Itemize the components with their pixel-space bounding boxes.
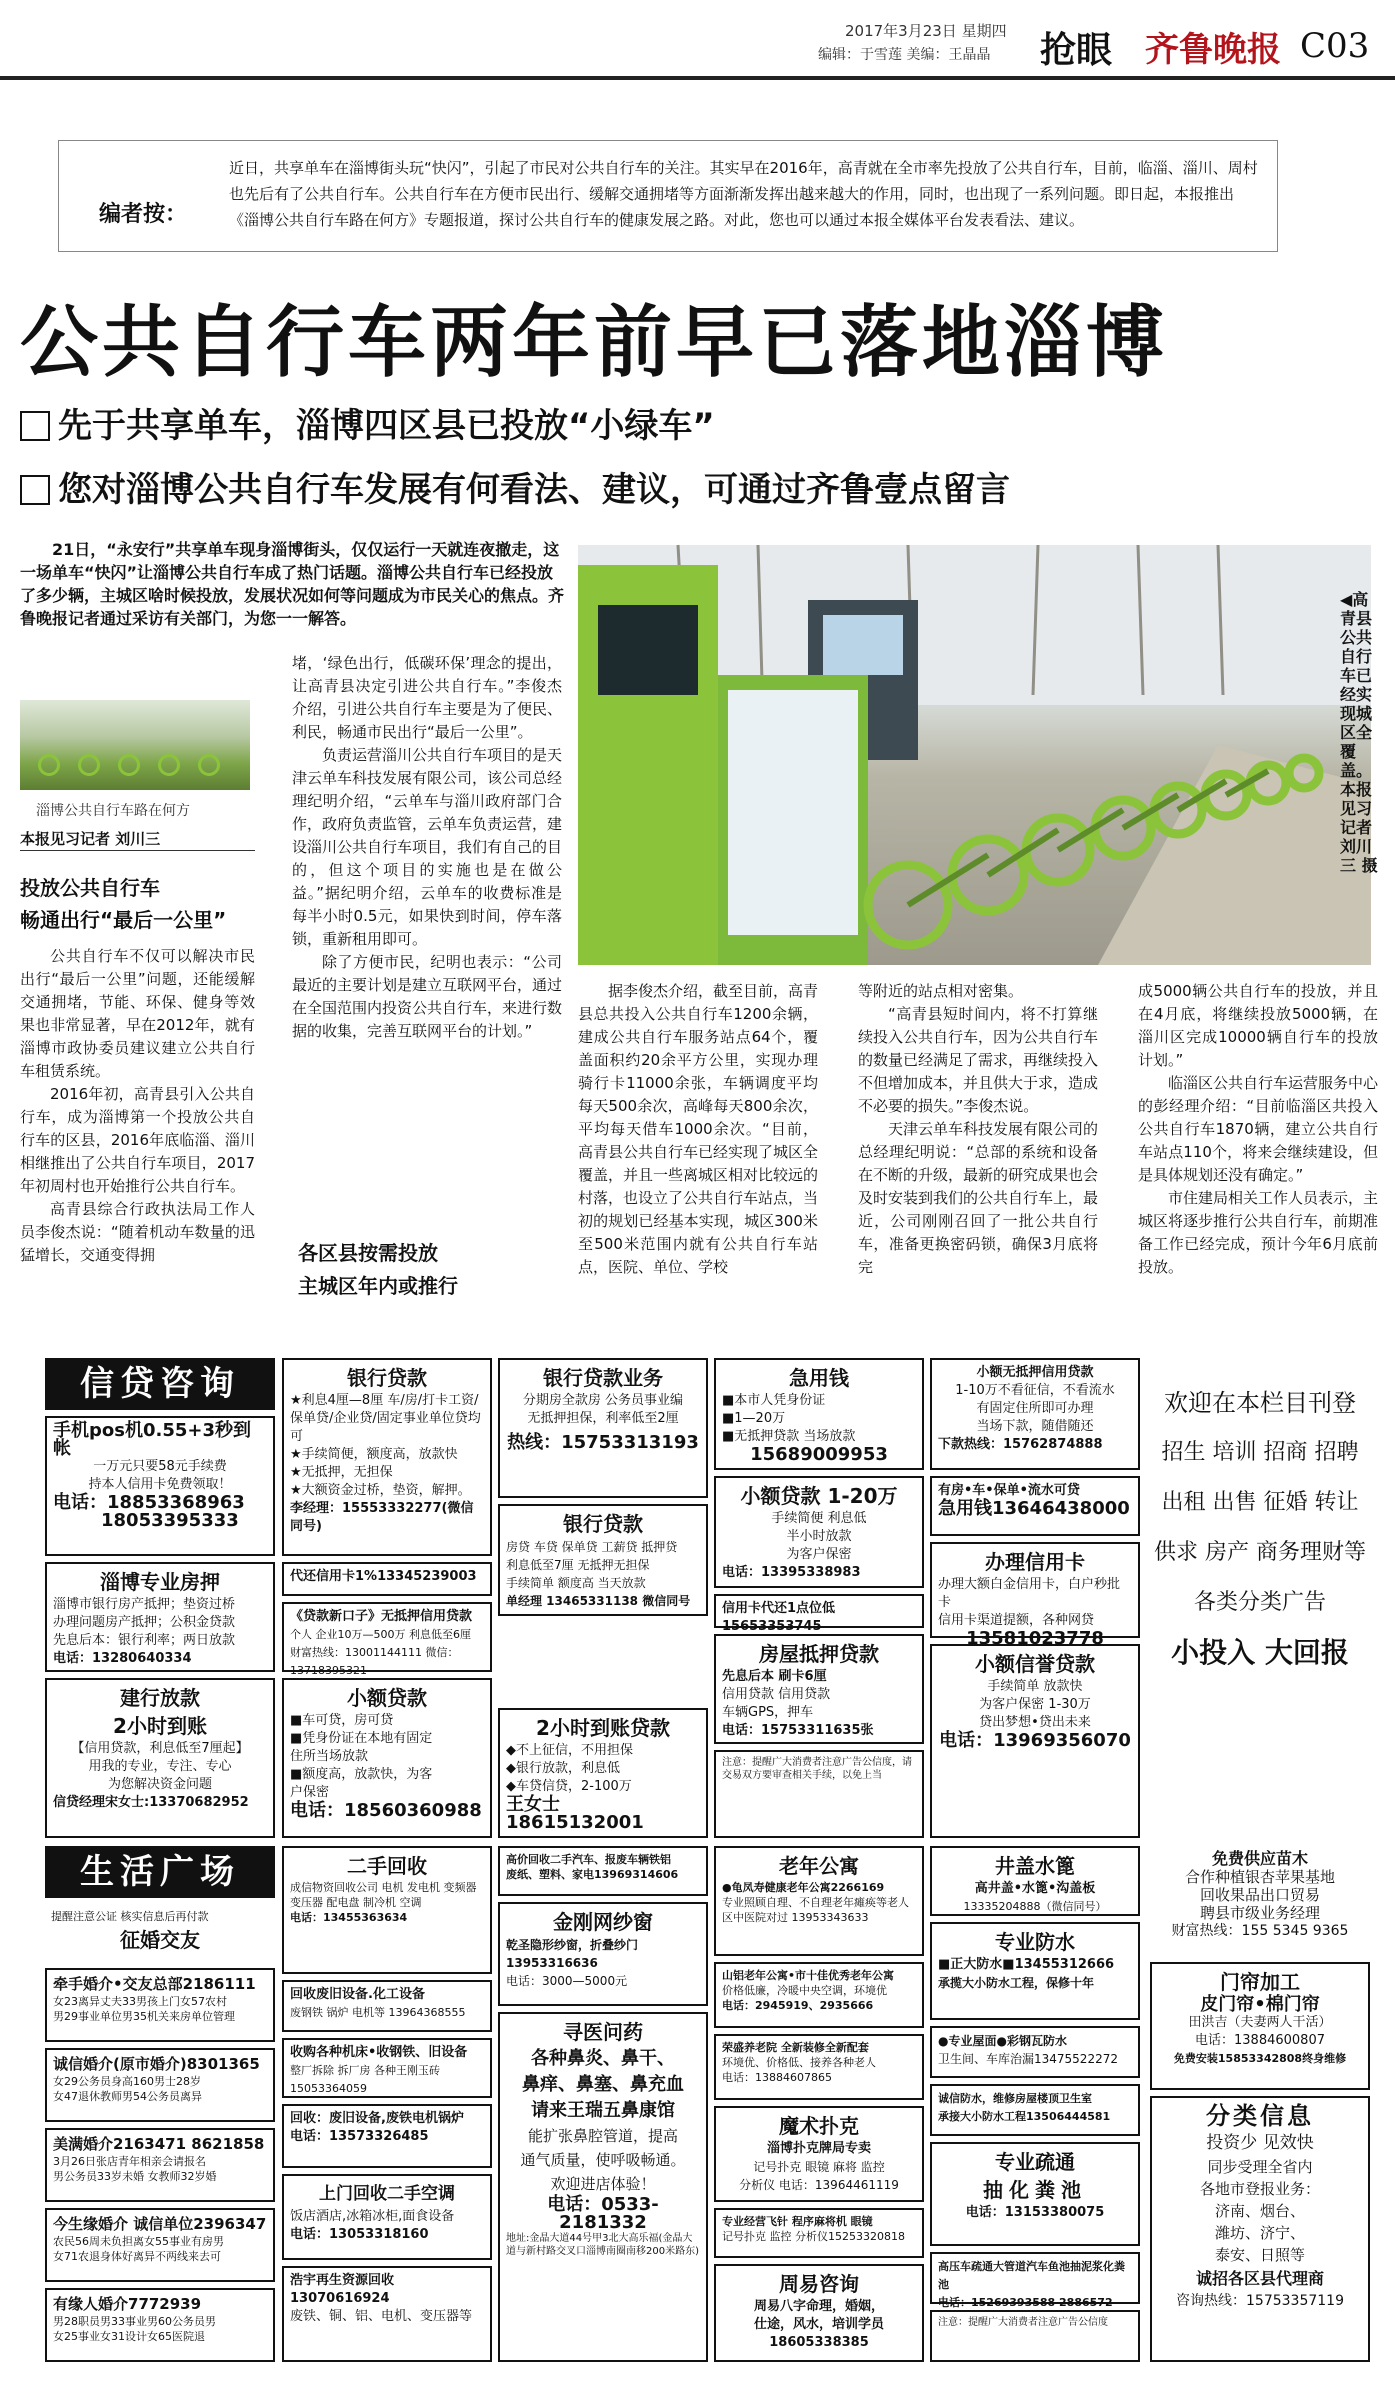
ad-text: ◆不上征信，不用担保 <box>506 1743 633 1758</box>
ad-phone: 电话：13884607865 <box>722 2071 832 2084</box>
ad-text: 为您解决资金问题 <box>107 1777 212 1792</box>
ad-text: 回收：废旧设备,废铁电机锅炉 <box>290 2111 464 2126</box>
checkbox-icon <box>20 411 50 441</box>
ad-title: 小额信誉贷款 <box>975 1652 1095 1676</box>
ad-text: 一万元只要58元手续费 <box>93 1459 227 1474</box>
ad-text: 皮门帘•棉门帘 <box>1200 1994 1320 2015</box>
masthead <box>0 0 1395 78</box>
ad-text: 办理问题房产抵押；公积金贷款 <box>53 1615 236 1630</box>
paragraph: 高青县综合行政执法局工作人员李俊杰说：“随着机动车数量的迅猛增长，交通变得拥 <box>20 1200 255 1264</box>
ad-phone: 电话：13884600807 <box>1195 2033 1325 2048</box>
ad-text: 手续简单 放款快 <box>987 1679 1083 1694</box>
ad-card-repay <box>282 1562 492 1596</box>
ad-text: 提醒注意公证 核实信息后再付款 <box>51 1910 209 1923</box>
bike-wheel-icon <box>38 754 60 776</box>
bike-wheel-icon <box>118 754 140 776</box>
ad-text: 手机pos机0.55+3秒到帐 <box>53 1420 251 1459</box>
ad-text: 小投入 大回报 <box>1171 1636 1349 1669</box>
ad-small-credit <box>930 1358 1140 1470</box>
ad-phone: 13581023778 <box>966 1628 1104 1649</box>
ad-construction-bank <box>45 1678 275 1838</box>
ad-text: 诚信防水，维修房屋楼顶卫生室 <box>938 2092 1092 2105</box>
ad-text: 同步受理全省内 <box>1207 2158 1313 2176</box>
ad-text: 先息后本 刷卡6厘 <box>722 1669 827 1684</box>
paragraph: 等附近的站点相对密集。 <box>858 982 1024 1000</box>
section-a-line2: 畅通出行“最后一公里” <box>20 908 227 932</box>
ad-text: 女47退休教师男54公务员离异 <box>53 2090 202 2103</box>
ad-text: 为客户保密 <box>786 1547 852 1562</box>
ad-text: ●专业屋面●彩钢瓦防水 <box>938 2034 1067 2048</box>
byline: 本报见习记者 刘川三 <box>20 830 161 848</box>
article-column-5 <box>1138 980 1378 1279</box>
ad-waterproof-3 <box>930 2084 1140 2136</box>
ad-text: ★无抵押，无担保 <box>290 1465 393 1480</box>
ad-title: 银行贷款 <box>563 1512 643 1536</box>
ad-text: 个人 企业10万—500万 利息低至6厘 <box>290 1628 471 1641</box>
ad-mortgage <box>45 1562 275 1672</box>
section-b-line2: 主城区年内或推行 <box>298 1274 458 1298</box>
ad-curtain <box>1150 1962 1370 2090</box>
ad-title: 上门回收二手空调 <box>319 2184 455 2204</box>
ad-text: 半小时放款 <box>786 1529 852 1544</box>
ad-title: 二手回收 <box>347 1854 427 1878</box>
ad-title: 办理信用卡 <box>985 1550 1085 1574</box>
ad-phone: 13335204888（微信同号） <box>963 1900 1107 1913</box>
ad-title: 抽化粪池 <box>983 2178 1087 2202</box>
ad-text: ★利息4厘—8厘 车/房/打卡工资/ <box>290 1393 479 1408</box>
ad-new-loan <box>282 1602 492 1677</box>
ad-text: 男28职员男33事业男60公务员男 <box>53 2315 216 2328</box>
ad-text: 承接大小防水工程13506444581 <box>938 2110 1111 2123</box>
ad-text: 有固定住所即可办理 <box>976 1401 1094 1416</box>
bike-wheel-icon <box>78 754 100 776</box>
ad-text: 淄博市银行房产抵押；垫资过桥 <box>53 1597 236 1612</box>
ad-text: 有房•车•保单•流水可贷 <box>938 1483 1080 1498</box>
ad-text: 记号扑克 监控 分析仪15253320818 <box>722 2230 905 2243</box>
ad-text: 记号扑克 眼镜 麻将 监控 <box>753 2160 885 2174</box>
ad-text: 免费安装15853342808终身维修 <box>1173 2052 1347 2065</box>
ad-text: 各地市登报业务： <box>1199 2180 1320 2198</box>
ad-text: 供求 房产 商务理财等 <box>1154 1540 1366 1565</box>
ad-phone: 急用钱13646438000 <box>938 1498 1130 1519</box>
ad-welcome <box>1150 1358 1370 1838</box>
ad-text: 手续简单 额度高 当天放款 <box>506 1576 646 1590</box>
ad-title: 小额贷款 1-20万 <box>740 1484 898 1508</box>
ad-title: 急用钱 <box>789 1366 849 1390</box>
ad-text: 价格低廉，冷暖中央空调，环境优 <box>722 1984 887 1997</box>
ad-sewage <box>930 2252 1140 2309</box>
ad-title: 分类信息 <box>1206 2102 1314 2130</box>
ad-title: 老年公寓 <box>779 1854 859 1878</box>
main-photo-caption: ◀高青县公共自行车已经实现城区全覆盖。本报见习记者 刘川三 摄 <box>1340 590 1378 875</box>
ad-text: 回收果品出口贸易 <box>1199 1886 1320 1904</box>
ad-credit-card <box>930 1542 1140 1649</box>
ad-senior-home-2 <box>714 1962 924 2028</box>
ad-text: 先息后本：银行利率；两日放款 <box>53 1633 236 1648</box>
ad-phone: 电话：13969356070 <box>939 1730 1131 1751</box>
paragraph: 负责运营淄川公共自行车项目的是天津云单车科技发展有限公司，该公司总经理纪明介绍，“云单车与淄川政府部门合作，政府负责监管，云单车负责运营，建设淄川公共自行车项目，我们有自己的目的，但这个项目的实施也是在做公益。”据纪明介绍，云单车的收费标准是每半小时0.5元，如果快到时间，停车落锁，重新租用即可。 <box>292 746 563 948</box>
ad-text: 专业经营飞针 程序麻将机 眼镜 <box>722 2215 873 2228</box>
ad-warning-1 <box>714 1750 924 1838</box>
category-credit: 信贷咨询 <box>45 1358 275 1410</box>
ad-text: 诚招各区县代理商 <box>1195 2269 1324 2288</box>
issue-date: 2017年3月23日 星期四 <box>845 22 1007 40</box>
bike-wheel-icon <box>158 754 180 776</box>
ad-text: 代还信用卡1%13345239003 <box>290 1569 477 1584</box>
paragraph: 堵，‘绿色出行，低碳环保’理念的提出，让高青县决定引进公共自行车。”李俊杰介绍，引进公共自行车主要是为了便民、利民，畅通市民出行“最后一公里”。 <box>292 654 563 741</box>
ad-text: 财富热线：13001144111 微信：13718395321 <box>290 1646 459 1677</box>
ad-text: ●龟凤寿健康老年公寓2266169 <box>722 1881 885 1894</box>
ad-phone: 李经理：15553332277(微信同号) <box>290 1501 474 1534</box>
ad-text: ◆银行放款，利息低 <box>506 1761 620 1776</box>
ad-title: 金刚网纱窗 <box>553 1910 653 1934</box>
paragraph: 除了方便市民，纪明也表示：“公司最近的主要计划是建立互联网平台，通过在全国范围内投资公共自行车，来进行数据的收集，完善互联网平台的计划。” <box>292 953 563 1040</box>
ad-matchmaking-head <box>45 1904 275 1968</box>
main-bike-photo <box>578 545 1371 965</box>
ad-text: 当场下款，随借随还 <box>976 1419 1094 1434</box>
ad-text: 成信物资回收公司 电机 发电机 变频器 变压器 配电盘 制冷机 空调 <box>290 1881 477 1909</box>
ad-car-recycle <box>498 1846 708 1896</box>
ad-text: 《贷款新口子》无抵押信用贷款 <box>290 1609 473 1624</box>
ad-text: 有缘人婚介7772939 <box>53 2295 202 2313</box>
ad-title: 免费供应苗木 <box>1211 1849 1308 1868</box>
ad-text: 淄博扑克牌局专卖 <box>766 2141 871 2156</box>
ad-phone: 咨询热线：15753357119 <box>1176 2293 1344 2309</box>
bike-station-illustration <box>578 545 1371 965</box>
ad-text: 济南、烟台、 <box>1214 2202 1305 2220</box>
ad-senior-home-1 <box>714 1846 924 1956</box>
ad-text: 用我的专业，专注、专心 <box>88 1759 232 1774</box>
ad-house-mortgage <box>714 1634 924 1744</box>
ad-text: 分期房全款房 公务员事业编 <box>522 1393 684 1408</box>
ad-text: 高井盖•水篦•沟盖板 <box>974 1881 1096 1896</box>
paragraph: 成5000辆公共自行车的投放，并且在4月底，将继续投放5000辆，在淄川区完成10000辆自行车的投放计划。” <box>1138 982 1378 1069</box>
ad-matchmaking-3 <box>45 2128 275 2202</box>
ad-text: 合作种植银杏苹果基地 <box>1184 1868 1335 1886</box>
ad-phone: 热线：15753313193 <box>507 1432 699 1453</box>
ad-recycle-2 <box>282 1980 492 2032</box>
ad-text: ★手续简便，额度高，放款快 <box>290 1447 458 1462</box>
ad-text: ■1—20万 <box>722 1411 786 1426</box>
ad-text: ■正大防水■13455312666 <box>938 1957 1115 1972</box>
ad-matchmaking-1 <box>45 1968 275 2042</box>
article-column-3 <box>578 980 818 1279</box>
ad-title: 小额贷款 <box>347 1686 427 1710</box>
ad-text: ■额度高，放款快，为客 <box>290 1767 433 1782</box>
ad-waterproof-2 <box>930 2026 1140 2078</box>
paragraph: “高青县短时间内，将不打算继续投入公共自行车，因为公共自行车的数量已经满足了需求，再继续投入不但增加成本，并且供大于求，造成不必要的损失。”李俊杰说。 <box>858 1005 1099 1115</box>
ad-text: 承揽大小防水工程，保修十年 <box>938 1976 1095 1990</box>
ad-text: 投资少 见效快 <box>1206 2133 1314 2153</box>
ad-text: 1-10万不看征信，不看流水 <box>955 1383 1115 1398</box>
ad-house-car-loan <box>930 1476 1140 1536</box>
ad-text: 浩宇再生资源回收13070616924 <box>290 2273 395 2306</box>
ad-text: 今生缘婚介 诚信单位2396347 <box>53 2215 267 2233</box>
ad-text: 荣盛养老院 全新装修全新配套 <box>722 2041 869 2054</box>
subhead-1-text: 先于共享单车，淄博四区县已投放“小绿车” <box>58 406 715 446</box>
editors-credit: 编辑：于雪莲 美编：王晶晶 <box>818 47 991 63</box>
masthead-rule <box>0 76 1395 80</box>
paragraph: 天津云单车科技发展有限公司的总经理纪明说：“总部的系统和设备在不断的升级，最新的研究成果也会及时安装到我们的公共自行车上，最近，公司刚刚召回了一批公共自行车，准备更换密码锁，确保3月底将完 <box>858 1120 1099 1276</box>
ad-text: 女23离异丈夫33男孩上门女57农村 <box>53 1995 227 2008</box>
ad-text: 聘县市级业务经理 <box>1199 1904 1320 1922</box>
editor-note-text: 近日，共享单车在淄博街头玩“快闪”，引起了市民对公共自行车的关注。其实早在2016年，高青就在全市率先投放了公共自行车，目前，临淄、淄川、周村也先后有了公共自行车。公共自行车在方便市民出行、缓解交通拥堵等方面渐渐发挥出越来越大的作用，同时，也出现了一系列问题。即日起，本报推出《淄博公共自行车路在何方》专题报道，探讨公共自行车的健康发展之路。对此，您也可以通过本报全媒体平台发表看法、建议。 <box>229 159 1258 229</box>
ad-bank-loan-2 <box>498 1504 708 1616</box>
ad-text: 信用卡代还1点位低15653353745 <box>722 1601 836 1634</box>
section-a-line1: 投放公共自行车 <box>20 876 160 900</box>
ad-title: 建行放款 <box>120 1686 200 1710</box>
article-column-2 <box>292 652 562 1043</box>
ad-text: 区中医院对过 13953343633 <box>722 1911 869 1924</box>
ad-phone: 信贷经理宋女士:13370682952 <box>53 1795 249 1810</box>
ad-card-repay-2 <box>714 1594 924 1634</box>
ad-manhole <box>930 1846 1140 1916</box>
ad-senior-home-3 <box>714 2034 924 2100</box>
ad-title: 淄博专业房押 <box>100 1570 220 1594</box>
ad-bank-loan <box>282 1358 492 1556</box>
ad-text: 分析仪 电话：13964461119 <box>739 2178 899 2192</box>
ad-recycle-4 <box>282 2104 492 2168</box>
ad-text: 美满婚介2163471 8621858 <box>53 2135 265 2153</box>
ad-phone: 18053395333 <box>101 1510 239 1531</box>
ad-credit-loan <box>930 1644 1140 1838</box>
subhead-1 <box>20 398 715 447</box>
ad-drain <box>930 2142 1140 2246</box>
ad-title: 井盖水篦 <box>995 1854 1075 1878</box>
ad-text: 【信用贷款，利息低至7厘起】 <box>71 1741 249 1756</box>
page-number: C03 <box>1300 26 1370 66</box>
ad-text: 能扩张鼻腔管道，提高 <box>527 2127 678 2145</box>
ad-phone: 电话：0533-2181332 <box>547 2194 659 2233</box>
ad-text: ■凭身份证在本地有固定 <box>290 1731 433 1746</box>
paragraph: 2016年初，高青县引入公共自行车，成为淄博第一个投放公共自行车的区县，2016年底临淄、淄川相继推出了公共自行车项目，2017年初周村也开始推行公共自行车。 <box>20 1085 255 1195</box>
ad-text: 各种鼻炎、鼻干、 <box>531 2048 675 2069</box>
ad-text: 通气质量，使呼吸畅通。 <box>520 2151 686 2169</box>
ad-classified-info <box>1150 2096 1370 2362</box>
ad-text: 户保密 <box>290 1785 330 1800</box>
ad-aircon-recycle <box>282 2174 492 2260</box>
ad-title: 专业疏通 <box>995 2150 1075 2174</box>
ad-bank-business <box>498 1358 708 1498</box>
ad-text: 高压车疏通大管道汽车鱼池抽泥浆化粪池 <box>938 2260 1125 2291</box>
small-photo-caption: 淄博公共自行车路在何方 <box>36 803 190 819</box>
ad-phone: 18605338385 <box>769 2335 869 2350</box>
classified-ads <box>20 1348 1376 2388</box>
ad-text: 车辆GPS，押车 <box>722 1705 814 1720</box>
ad-phone: 电话：13395338983 <box>722 1565 861 1580</box>
ad-phone: 电话：13153380075 <box>965 2205 1105 2220</box>
ad-text: 乾圣隐形纱窗，折叠纱门13953316636 <box>506 1938 639 1970</box>
ad-matchmaking-4 <box>45 2208 275 2282</box>
ad-text: 欢迎进店体验！ <box>550 2175 656 2193</box>
ad-phone: 15689009953 <box>750 1444 888 1465</box>
ad-nose-clinic <box>498 2012 708 2362</box>
ad-text: 男公务员33岁未婚 女教师32岁婚 <box>53 2170 217 2183</box>
ad-zhouyi <box>714 2264 924 2362</box>
ad-title: 银行贷款业务 <box>543 1366 663 1390</box>
ad-address: 地址:金晶大道44号甲3北大高乐福(金晶大道与新村路交叉口淄博南圈南移200米路东) <box>506 2233 699 2257</box>
ad-text: 电话：3000—5000元 <box>506 1974 628 1988</box>
ad-phone: 财富热线：155 5345 9365 <box>1171 1923 1349 1939</box>
ad-phone: 电话：2945919、2935666 <box>722 1999 874 2012</box>
ad-text: 男29事业单位男35机关来房单位管理 <box>53 2010 235 2023</box>
ad-title: 魔术扑克 <box>779 2114 859 2138</box>
ad-text: ■本市人凭身份证 <box>722 1393 826 1408</box>
ad-text: 手续简便 利息低 <box>771 1511 867 1526</box>
article-column-4 <box>858 980 1098 1279</box>
ad-text: 利息低至7厘 无抵押无担保 <box>506 1558 650 1572</box>
ad-text: 保单贷/企业贷/固定事业单位贷均可 <box>290 1411 481 1444</box>
ad-phone: 电话：15269393588 2886572 <box>938 2296 1113 2309</box>
ad-text: 废钢铁 锅炉 电机等 13964368555 <box>290 2006 466 2019</box>
divider <box>20 850 255 851</box>
ad-text: 回收废旧设备.化工设备 <box>290 1987 425 2002</box>
ad-text: 请来王瑞五鼻康馆 <box>531 2100 675 2121</box>
paragraph: 公共自行车不仅可以解决市民出行“最后一公里”问题，还能缓解交通拥堵，节能、环保、健身等效果也非常显著，早在2012年，就有淄博市政协委员建议建立公共自行车租赁系统。 <box>20 947 255 1080</box>
ad-text: 信用贷款 信用贷款 <box>722 1687 831 1702</box>
editor-note-label: 编者按： <box>99 202 188 227</box>
ad-title: 寻医问药 <box>563 2020 643 2044</box>
ad-text: 诚信婚介(原市婚介)8301365 <box>53 2055 260 2073</box>
ad-text: 整厂拆除 拆厂房 各种王刚玉砖 15053364059 <box>290 2064 440 2095</box>
ad-text: 专业照顾自理、不自理老年瘫痪等老人 <box>722 1896 909 1909</box>
ad-credit-pos <box>45 1416 275 1556</box>
ad-text: 潍坊、济宁、 <box>1214 2224 1305 2242</box>
ad-mahjong <box>714 2208 924 2258</box>
ad-warning-2 <box>930 2310 1140 2362</box>
ad-text: 住所当场放款 <box>290 1749 369 1764</box>
ad-text: 收购各种机床•收钢铁、旧设备 <box>290 2045 468 2060</box>
ad-text: 3月26日张店青年相亲会请报名 <box>53 2155 206 2168</box>
ad-text: 为客户保密 1-30万 <box>979 1697 1091 1712</box>
ad-warning-text: 注意：提醒广大消费者注意广告公信度，请交易双方要审查相关手续，以免上当 <box>722 1757 912 1781</box>
ad-text: 牵手婚介•交友总部2186111 <box>53 1975 256 1993</box>
ad-text: 贷出梦想•贷出未来 <box>979 1715 1091 1730</box>
ad-phone: 电话：13053318160 <box>290 2227 429 2242</box>
ad-phone: 电话：13573326485 <box>290 2129 429 2144</box>
ad-small-loan <box>714 1476 924 1588</box>
ad-phone: 王女士 18615132001 <box>506 1794 644 1833</box>
ad-phone: 电话：18853368963 <box>53 1492 245 1513</box>
ad-recycle-1 <box>282 1846 492 1974</box>
ad-text: 信用卡渠道提额，各种网贷 <box>938 1613 1095 1628</box>
ad-text: 无抵押担保，利率低至2厘 <box>527 1411 679 1426</box>
checkbox-icon <box>20 475 50 505</box>
ad-title: 银行贷款 <box>347 1366 427 1390</box>
category-life: 生活广场 <box>45 1846 275 1898</box>
ad-text: ★大额资金过桥，垫资，解押。 <box>290 1483 471 1498</box>
ad-text: 山铝老年公寓•市十佳优秀老年公寓 <box>722 1969 895 1982</box>
ad-text: 房贷 车贷 保单贷 工薪贷 抵押贷 <box>506 1540 678 1554</box>
ad-seedlings <box>1150 1846 1370 1956</box>
ad-text: 女71农退身体好离异不两线来去可 <box>53 2250 221 2263</box>
paragraph: 临淄区公共自行车运营服务中心的彭经理介绍：“目前临淄区共投入公共自行车1870辆，建立公共自行车站点110个，将来会继续建设，但是具体规划还没有确定。” <box>1138 1074 1379 1184</box>
ad-text: 高价回收二手汽车、报废车辆铁铝 <box>506 1853 671 1866</box>
ad-title: 2小时到账贷款 <box>536 1716 670 1740</box>
ad-phone: 单经理 13465331138 微信同号 <box>506 1594 691 1608</box>
ad-text: 欢迎在本栏目刊登 <box>1164 1389 1356 1417</box>
ad-title: 征婚交友 <box>120 1928 200 1952</box>
section-title: 抢眼 <box>1040 30 1113 71</box>
paragraph: 据李俊杰介绍，截至目前，高青县总共投入公共自行车1200余辆，建成公共自行车服务站点64个，覆盖面积约20余平方公里，实现办理骑行卡11000余张，车辆调度平均每天500余次，高峰每天800余次，平均每天借车1000余次。“目前，高青县公共自行车已经实现了城区全覆盖，并且一些离城区相对比较远的村落，也设立了公共自行车站点，当初的规划已经基本实现，城区300米至500米范围内就有公共自行车站点，医院、单位、学校 <box>578 982 819 1276</box>
ad-text: 环境优、价格低、接养各种老人 <box>722 2056 876 2069</box>
ad-text: 招生 培训 招商 招聘 <box>1161 1440 1359 1465</box>
ad-text: 田洪吉（夫妻两人干活） <box>1188 2015 1332 2030</box>
ad-text: 周易八字命理，婚姻， <box>753 2299 884 2314</box>
ad-text: 持本人信用卡免费领取！ <box>88 1477 232 1492</box>
ad-text: ◆车贷信贷，2-100万 <box>506 1779 632 1794</box>
ad-matchmaking-2 <box>45 2048 275 2122</box>
ad-recycle-3 <box>282 2038 492 2098</box>
ad-text: 泰安、日照等 <box>1214 2246 1305 2264</box>
ad-matchmaking-5 <box>45 2288 275 2362</box>
small-bike-photo <box>20 700 250 790</box>
ad-text: 卫生间、车库治漏13475522272 <box>938 2052 1118 2066</box>
ad-title: 小额无抵押信用贷款 <box>976 1365 1094 1380</box>
ad-text: 各类分类广告 <box>1193 1590 1326 1615</box>
subhead-2-text: 您对淄博公共自行车发展有何看法、建议，可通过齐鲁壹点留言 <box>58 470 1010 510</box>
ad-title: 门帘加工 <box>1220 1970 1300 1994</box>
ad-text: 女25事业女31设计女65医院退 <box>53 2330 205 2343</box>
article-lead: 21日，“永安行”共享单车现身淄博街头，仅仅运行一天就连夜撤走，这一场单车“快闪”让淄博公共自行车成了热门话题。淄博公共自行车已经投放了多少辆，主城区啥时候投放，发展状况如何等问题成为市民关心的焦点。齐鲁晚报记者通过采访有关部门，为您一一解答。 <box>20 540 565 628</box>
ad-text: 废铁、铜、铝、电机、变压器等 <box>290 2309 473 2324</box>
ad-recycle-5 <box>282 2266 492 2362</box>
ad-text: 废纸、塑料、家电13969314606 <box>506 1868 679 1881</box>
subhead-2 <box>20 462 1010 511</box>
ad-2h-loan <box>498 1708 708 1838</box>
ad-magic-poker <box>714 2106 924 2202</box>
ad-phone: 电话：13455363634 <box>290 1911 408 1924</box>
ad-text: 鼻痒、鼻塞、鼻充血 <box>522 2074 684 2095</box>
ad-title: 周易咨询 <box>779 2272 859 2296</box>
section-b-line1: 各区县按需投放 <box>298 1241 438 1265</box>
ad-small-loan-2 <box>282 1678 492 1838</box>
ad-phone: 电话：15753311635张 <box>722 1723 874 1738</box>
ad-text: 出租 出售 征婚 转让 <box>1161 1490 1359 1515</box>
bike-wheel-icon <box>198 754 220 776</box>
editor-note-box <box>58 140 1278 252</box>
ad-warning-text: 注意：提醒广大消费者注意广告公信度 <box>938 2317 1108 2328</box>
paragraph: 市住建局相关工作人员表示，主城区将逐步推行公共自行车，前期准备工作已经完成，预计今年6月底前投放。 <box>1138 1189 1379 1276</box>
ad-waterproof-1 <box>930 1922 1140 2020</box>
ad-text: ■车可贷，房可贷 <box>290 1713 394 1728</box>
ad-urgent-cash <box>714 1358 924 1470</box>
ad-phone: 电话：18560360988 <box>290 1800 482 1821</box>
ad-text: 饭店酒店,冰箱冰柜,面食设备 <box>290 2209 455 2224</box>
headline: 公共自行车两年前早已落地淄博 <box>20 297 1169 388</box>
article-column-1 <box>20 945 255 1267</box>
ad-phone: 下款热线：15762874888 <box>938 1437 1103 1452</box>
newspaper-logo: 齐鲁晚报 <box>1145 30 1281 70</box>
ad-title: 专业防水 <box>995 1930 1075 1954</box>
ad-screen-window <box>498 1902 708 2006</box>
ad-phone: 电话：13280640334 <box>53 1651 192 1666</box>
ad-text: 女29公务员身高160男士28岁 <box>53 2075 201 2088</box>
ad-text: 办理大额白金信用卡，白户秒批卡 <box>938 1577 1121 1610</box>
ad-text: ■无抵押贷款 当场放款 <box>722 1429 856 1444</box>
ad-title: 2小时到账 <box>113 1714 207 1738</box>
ad-text: 仕途，风水，培训学员 <box>753 2317 884 2332</box>
ad-title: 房屋抵押贷款 <box>759 1642 879 1666</box>
ad-text: 农民56周未负担离女55事业有房男 <box>53 2235 224 2248</box>
